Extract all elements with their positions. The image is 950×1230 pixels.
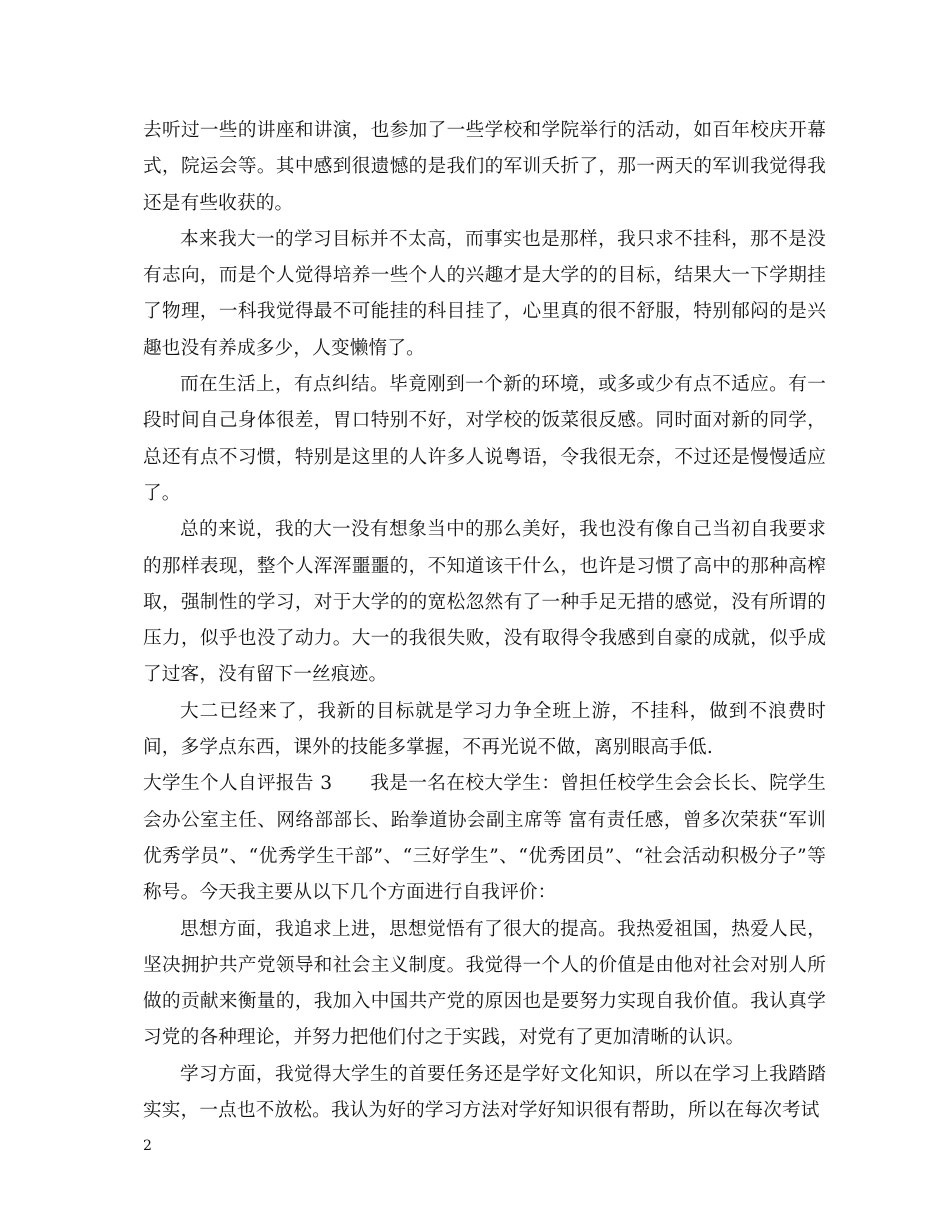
page-number: 2	[143, 1138, 152, 1154]
document-body	[143, 113, 826, 1129]
paragraph-8: 学习方面，我觉得大学生的首要任务还是学好文化知识，所以在学习上我踏踏实实，一点也不放松。我认为好的学习方法对学好知识很有帮助，所以在每次考试	[143, 1063, 826, 1122]
paragraph-7: 思想方面，我追求上进，思想觉悟有了很大的提高。我热爱祖国，热爱人民，坚决拥护共产党领导和社会主义制度。我觉得一个人的价值是由他对社会对别人所做的贡献来衡量的，我加入中国共产党的原因也是要努力实现自我价值。我认真学习党的各种理论，并努力把他们付之于实践，对党有了更加清晰的认识。	[143, 918, 826, 1049]
paragraph-3: 而在生活上，有点纠结。毕竟刚到一个新的环境，或多或少有点不适应。有一段时间自己身体很差，胃口特别不好，对学校的饭菜很反感。同时面对新的同学，总还有点不习惯，特别是这里的人许多人说粤语，令我很无奈，不过还是慢慢适应了。	[143, 374, 826, 504]
paragraph-6: 大学生个人自评报告 3 我是一名在校大学生：曾担任校学生会会长长、院学生会办公室主任、网络部部长、跆拳道协会副主席等 富有责任感，曾多次荣获“军训优秀学员”、“优秀学生干部”、“三好学生”、“优秀团员”、“社会活动积极分子”等称号。今天我主要从以下几个方面进行自我评价：	[143, 773, 826, 904]
paragraph-1: 去听过一些的讲座和讲演，也参加了一些学校和学院举行的活动，如百年校庆开幕式，院运会等。其中感到很遗憾的是我们的军训夭折了，那一两天的军训我觉得我还是有些收获的。	[143, 120, 826, 214]
paragraph-4: 总的来说，我的大一没有想象当中的那么美好，我也没有像自己当初自我要求的那样表现，整个人浑浑噩噩的，不知道该干什么，也许是习惯了高中的那种高榨取，强制性的学习，对于大学的的宽松忽然有了一种手足无措的感觉，没有所谓的压力，似乎也没了动力。大一的我很失败，没有取得令我感到自豪的成就，似乎成了过客，没有留下一丝痕迹。	[143, 519, 826, 686]
paragraph-5: 大二已经来了，我新的目标就是学习力争全班上游，不挂科，做到不浪费时间，多学点东西，课外的技能多掌握，不再光说不做，离别眼高手低.	[143, 700, 826, 759]
paragraph-2: 本来我大一的学习目标并不太高，而事实也是那样，我只求不挂科，那不是没有志向，而是个人觉得培养一些个人的兴趣才是大学的的目标，结果大一下学期挂了物理，一科我觉得最不可能挂的科目挂了，心里真的很不舒服，特别郁闷的是兴趣也没有养成多少，人变懒惰了。	[143, 228, 826, 359]
